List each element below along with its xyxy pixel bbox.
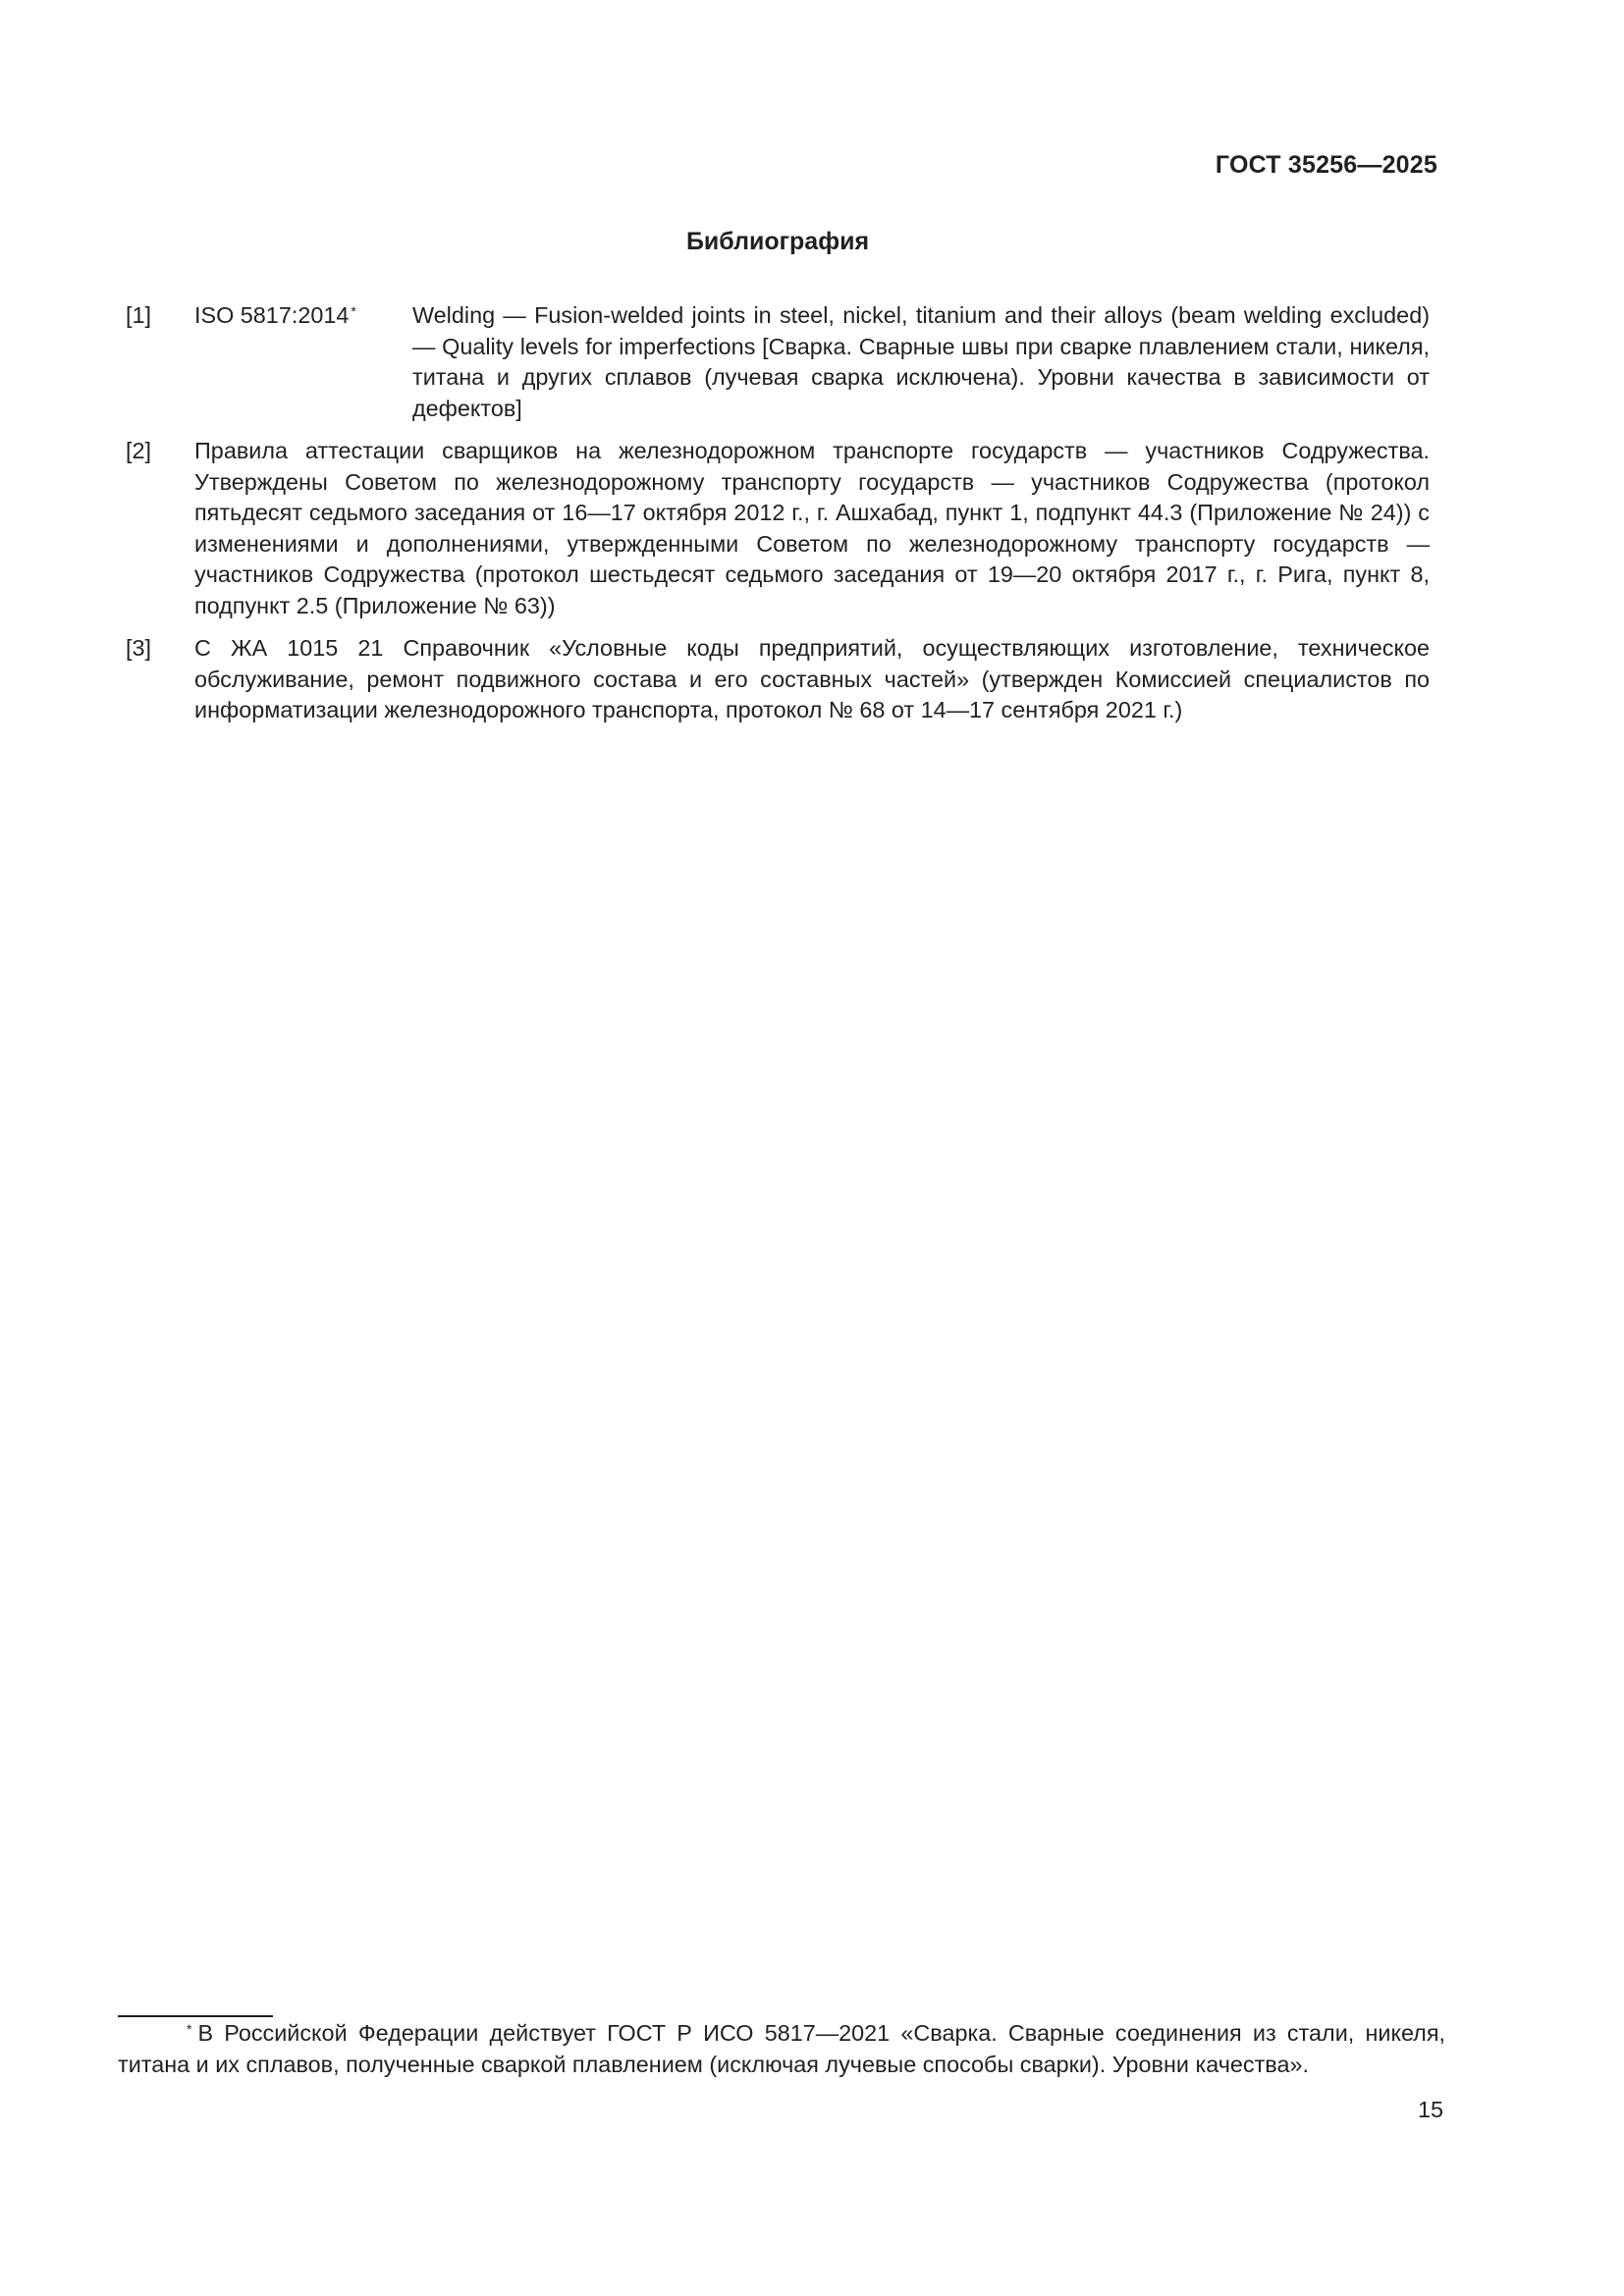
bibliography-entry-2 [126, 436, 1430, 621]
bibliography-entry-number: [2] [126, 438, 152, 463]
footnote-reference: * [351, 303, 356, 319]
footnote-mark: * [187, 2021, 192, 2037]
bibliography-entry-text: С ЖА 1015 21 Справочник «Условные коды предприятий, осуществляющих изготовление, техническое обслуживание, ремонт подвижного состава и его составных частей» (утвержден Комиссией специалистов по информатизации железнодорожного транспорта, протокол № 68 от 14—17 сентября 2021 г.) [194, 635, 1430, 722]
bibliography-entry-text: Welding — Fusion-welded joints in steel, nickel, titanium and their alloys (beam welding excluded) — Quality levels for imperfections [Сварка. Сварные швы при сварке плавлением стали, никеля, титана и других сплавов (лучевая сварка исключена). Уровни качества в зависимости от дефектов] [412, 302, 1430, 421]
footnote-separator [118, 2015, 273, 2017]
bibliography-entry-3 [126, 633, 1430, 726]
document-code: ГОСТ 35256—2025 [1215, 151, 1437, 179]
footnote-text: В Российской Федерации действует ГОСТ Р ИСО 5817—2021 «Сварка. Сварные соединения из стали, никеля, титана и их сплавов, полученные сваркой плавлением (исключая лучевые способы сварки). Уровни качества». [118, 2020, 1445, 2077]
bibliography-list [126, 300, 1430, 738]
bibliography-code-text: ISO 5817:2014 [194, 302, 350, 328]
page-number: 15 [1417, 2097, 1443, 2122]
bibliography-entry-text: Правила аттестации сварщиков на железнодорожном транспорте государств — участников Содружества. Утверждены Советом по железнодорожному транспорту государств — участников Содружества (протокол пятьдесят седьмого заседания от 16—17 октября 2012 г., г. Ашхабад, пункт 1, подпункт 44.3 (Приложение № 24)) с изменениями и дополнениями, утвержденными Советом по железнодорожному транспорту государств — участников Содружества (протокол шестьдесят седьмого заседания от 19—20 октября 2017 г., г. Рига, пункт 8, подпункт 2.5 (Приложение № 63)) [194, 438, 1430, 618]
bibliography-entry-code [194, 300, 356, 332]
footnote [118, 2018, 1445, 2080]
page-title: Библиография [685, 228, 870, 255]
bibliography-entry-number: [1] [126, 302, 152, 328]
bibliography-entry-number: [3] [126, 635, 152, 661]
bibliography-entry-1 [126, 300, 1430, 424]
